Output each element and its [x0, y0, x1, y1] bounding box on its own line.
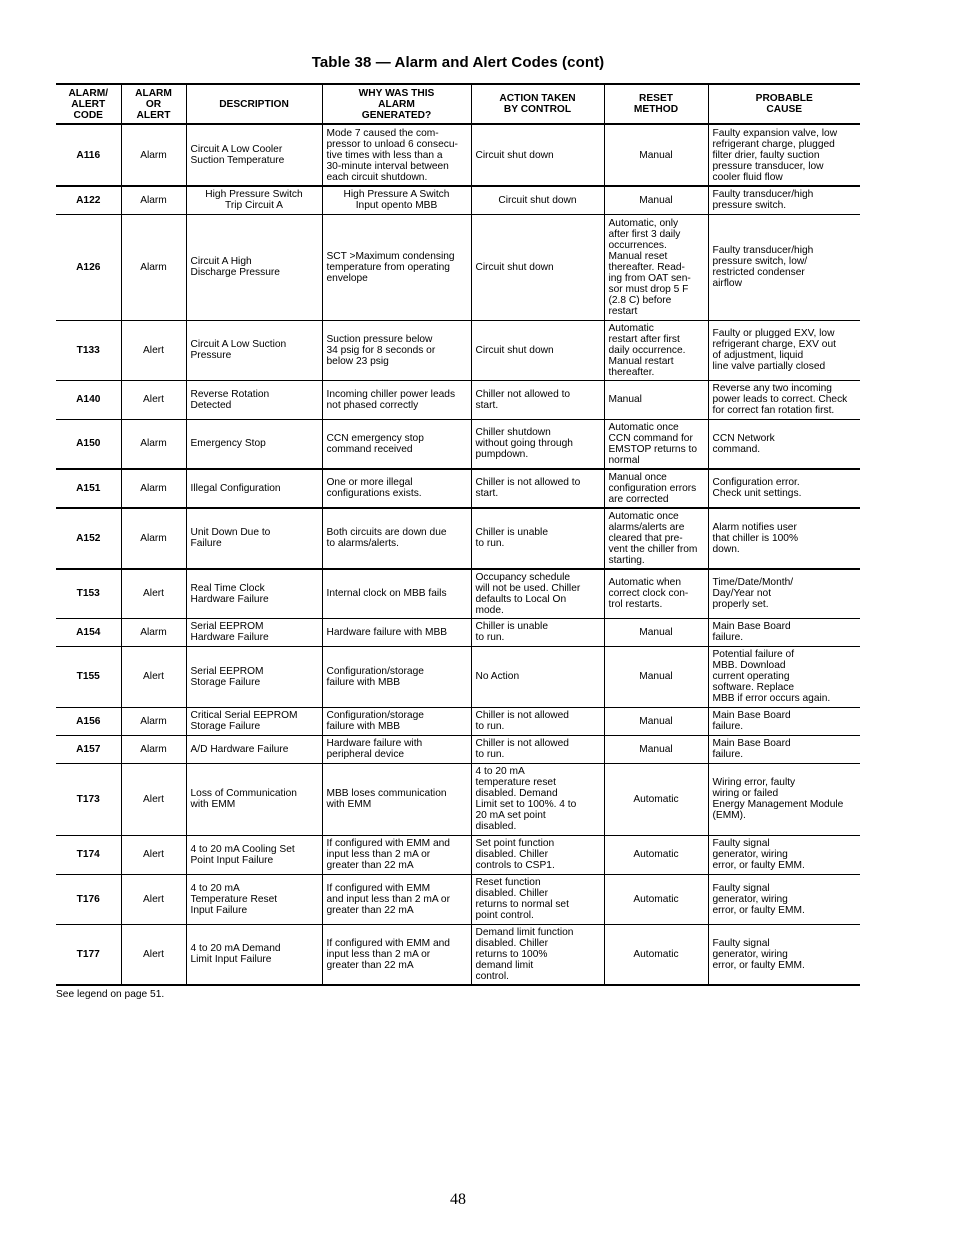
- cell-action: No Action: [471, 646, 604, 707]
- cell-code: T133: [56, 320, 121, 380]
- cell-reset: Automatic once CCN command for EMSTOP returns to normal: [604, 419, 708, 469]
- cell-why: Suction pressure below 34 psig for 8 seconds or below 23 psig: [322, 320, 471, 380]
- cell-type: Alarm: [121, 735, 186, 763]
- table-row: [56, 569, 860, 619]
- cell-reset: Manual: [604, 707, 708, 735]
- table-row: [56, 469, 860, 508]
- cell-code: T177: [56, 924, 121, 985]
- table-row: [56, 508, 860, 569]
- cell-code: T173: [56, 763, 121, 835]
- table-row: [56, 707, 860, 735]
- cell-code: A154: [56, 618, 121, 646]
- cell-why: Mode 7 caused the com- pressor to unload 6 consecu- tive times with less than a 30-minute interval between each circuit shutdown.: [322, 124, 471, 186]
- cell-action: 4 to 20 mA temperature reset disabled. Demand Limit set to 100%. 4 to 20 mA set point disabled.: [471, 763, 604, 835]
- cell-description: Emergency Stop: [186, 419, 322, 469]
- cell-why: Incoming chiller power leads not phased correctly: [322, 380, 471, 419]
- cell-code: T176: [56, 874, 121, 924]
- header-type: ALARM OR ALERT: [121, 84, 186, 124]
- cell-cause: Time/Date/Month/ Day/Year not properly set.: [708, 569, 860, 619]
- cell-why: Configuration/storage failure with MBB: [322, 646, 471, 707]
- cell-reset: Manual: [604, 186, 708, 214]
- cell-action: Chiller is unable to run.: [471, 618, 604, 646]
- cell-cause: Faulty signal generator, wiring error, or faulty EMM.: [708, 874, 860, 924]
- cell-cause: Main Base Board failure.: [708, 707, 860, 735]
- cell-description: Critical Serial EEPROM Storage Failure: [186, 707, 322, 735]
- table-row: [56, 419, 860, 469]
- cell-cause: CCN Network command.: [708, 419, 860, 469]
- cell-action: Chiller is not allowed to run.: [471, 735, 604, 763]
- cell-type: Alert: [121, 320, 186, 380]
- cell-code: T155: [56, 646, 121, 707]
- cell-why: CCN emergency stop command received: [322, 419, 471, 469]
- cell-description: Illegal Configuration: [186, 469, 322, 508]
- cell-action: Circuit shut down: [471, 320, 604, 380]
- cell-why: SCT >Maximum condensing temperature from operating envelope: [322, 214, 471, 320]
- cell-cause: Reverse any two incoming power leads to correct. Check for correct fan rotation first.: [708, 380, 860, 419]
- table-row: [56, 646, 860, 707]
- cell-description: Circuit A High Discharge Pressure: [186, 214, 322, 320]
- cell-type: Alarm: [121, 124, 186, 186]
- cell-action: Circuit shut down: [471, 186, 604, 214]
- cell-code: A156: [56, 707, 121, 735]
- cell-why: High Pressure A Switch Input opento MBB: [322, 186, 471, 214]
- cell-why: Hardware failure with MBB: [322, 618, 471, 646]
- cell-code: T174: [56, 835, 121, 874]
- cell-description: Serial EEPROM Hardware Failure: [186, 618, 322, 646]
- cell-cause: Alarm notifies user that chiller is 100% down.: [708, 508, 860, 569]
- cell-cause: Configuration error. Check unit settings.: [708, 469, 860, 508]
- table-row: [56, 186, 860, 214]
- cell-reset: Manual: [604, 735, 708, 763]
- table-row: [56, 835, 860, 874]
- cell-cause: Main Base Board failure.: [708, 618, 860, 646]
- cell-type: Alarm: [121, 186, 186, 214]
- cell-code: A157: [56, 735, 121, 763]
- table-row: [56, 618, 860, 646]
- cell-code: A151: [56, 469, 121, 508]
- cell-reset: Manual once configuration errors are corrected: [604, 469, 708, 508]
- cell-cause: Main Base Board failure.: [708, 735, 860, 763]
- cell-why: If configured with EMM and input less than 2 mA or greater than 22 mA: [322, 835, 471, 874]
- cell-action: Circuit shut down: [471, 214, 604, 320]
- cell-action: Chiller is unable to run.: [471, 508, 604, 569]
- cell-cause: Faulty expansion valve, low refrigerant charge, plugged filter drier, faulty suction pressure transducer, low cooler fluid flow: [708, 124, 860, 186]
- cell-type: Alert: [121, 380, 186, 419]
- cell-why: Hardware failure with peripheral device: [322, 735, 471, 763]
- cell-reset: Automatic once alarms/alerts are cleared that pre- vent the chiller from starting.: [604, 508, 708, 569]
- cell-action: Set point function disabled. Chiller controls to CSP1.: [471, 835, 604, 874]
- cell-cause: Faulty or plugged EXV, low refrigerant charge, EXV out of adjustment, liquid line valve partially closed: [708, 320, 860, 380]
- cell-why: Internal clock on MBB fails: [322, 569, 471, 619]
- header-reset: RESET METHOD: [604, 84, 708, 124]
- cell-why: Both circuits are down due to alarms/alerts.: [322, 508, 471, 569]
- cell-description: 4 to 20 mA Demand Limit Input Failure: [186, 924, 322, 985]
- cell-why: If configured with EMM and input less than 2 mA or greater than 22 mA: [322, 924, 471, 985]
- cell-description: 4 to 20 mA Temperature Reset Input Failure: [186, 874, 322, 924]
- header-action: ACTION TAKEN BY CONTROL: [471, 84, 604, 124]
- cell-action: Occupancy schedule will not be used. Chiller defaults to Local On mode.: [471, 569, 604, 619]
- cell-action: Reset function disabled. Chiller returns to normal set point control.: [471, 874, 604, 924]
- header-cause: PROBABLE CAUSE: [708, 84, 860, 124]
- table-header-row: [56, 84, 860, 124]
- cell-reset: Automatic: [604, 835, 708, 874]
- cell-action: Demand limit function disabled. Chiller returns to 100% demand limit control.: [471, 924, 604, 985]
- header-code: ALARM/ ALERT CODE: [56, 84, 121, 124]
- table-row: [56, 735, 860, 763]
- cell-reset: Automatic restart after first daily occurrence. Manual restart thereafter.: [604, 320, 708, 380]
- cell-description: 4 to 20 mA Cooling Set Point Input Failure: [186, 835, 322, 874]
- cell-code: A126: [56, 214, 121, 320]
- cell-why: One or more illegal configurations exists.: [322, 469, 471, 508]
- cell-cause: Potential failure of MBB. Download current operating software. Replace MBB if error occurs again.: [708, 646, 860, 707]
- cell-action: Chiller shutdown without going through pumpdown.: [471, 419, 604, 469]
- table-row: [56, 124, 860, 186]
- cell-cause: Faulty transducer/high pressure switch.: [708, 186, 860, 214]
- cell-reset: Automatic when correct clock con- trol restarts.: [604, 569, 708, 619]
- cell-cause: Faulty transducer/high pressure switch, low/ restricted condenser airflow: [708, 214, 860, 320]
- cell-type: Alert: [121, 569, 186, 619]
- cell-code: A116: [56, 124, 121, 186]
- cell-reset: Manual: [604, 124, 708, 186]
- cell-code: A140: [56, 380, 121, 419]
- cell-code: A150: [56, 419, 121, 469]
- table-row: [56, 320, 860, 380]
- table-title: Table 38 — Alarm and Alert Codes (cont): [311, 54, 605, 71]
- cell-code: A122: [56, 186, 121, 214]
- header-why: WHY WAS THIS ALARM GENERATED?: [322, 84, 471, 124]
- table-body: [56, 124, 860, 985]
- cell-type: Alarm: [121, 508, 186, 569]
- cell-description: Real Time Clock Hardware Failure: [186, 569, 322, 619]
- cell-cause: Wiring error, faulty wiring or failed Energy Management Module (EMM).: [708, 763, 860, 835]
- cell-type: Alert: [121, 763, 186, 835]
- cell-reset: Automatic: [604, 924, 708, 985]
- cell-type: Alarm: [121, 618, 186, 646]
- alarm-alert-codes-table: [56, 83, 860, 986]
- legend-note: See legend on page 51.: [56, 989, 165, 1000]
- cell-description: Serial EEPROM Storage Failure: [186, 646, 322, 707]
- cell-type: Alert: [121, 835, 186, 874]
- cell-description: Circuit A Low Suction Pressure: [186, 320, 322, 380]
- cell-type: Alert: [121, 924, 186, 985]
- cell-type: Alarm: [121, 419, 186, 469]
- cell-action: Chiller not allowed to start.: [471, 380, 604, 419]
- cell-description: Reverse Rotation Detected: [186, 380, 322, 419]
- cell-reset: Manual: [604, 646, 708, 707]
- cell-description: Unit Down Due to Failure: [186, 508, 322, 569]
- cell-code: T153: [56, 569, 121, 619]
- cell-action: Circuit shut down: [471, 124, 604, 186]
- table-row: [56, 924, 860, 985]
- cell-description: A/D Hardware Failure: [186, 735, 322, 763]
- cell-why: MBB loses communication with EMM: [322, 763, 471, 835]
- cell-why: If configured with EMM and input less than 2 mA or greater than 22 mA: [322, 874, 471, 924]
- table-row: [56, 874, 860, 924]
- cell-cause: Faulty signal generator, wiring error, or faulty EMM.: [708, 835, 860, 874]
- cell-type: Alarm: [121, 214, 186, 320]
- cell-description: High Pressure Switch Trip Circuit A: [186, 186, 322, 214]
- cell-description: Circuit A Low Cooler Suction Temperature: [186, 124, 322, 186]
- cell-type: Alarm: [121, 707, 186, 735]
- cell-action: Chiller is not allowed to run.: [471, 707, 604, 735]
- table-row: [56, 214, 860, 320]
- cell-reset: Manual: [604, 618, 708, 646]
- cell-type: Alarm: [121, 469, 186, 508]
- cell-cause: Faulty signal generator, wiring error, or faulty EMM.: [708, 924, 860, 985]
- page-number: 48: [450, 1191, 466, 1208]
- cell-why: Configuration/storage failure with MBB: [322, 707, 471, 735]
- cell-reset: Manual: [604, 380, 708, 419]
- cell-reset: Automatic, only after first 3 daily occurrences. Manual reset thereafter. Read- ing from OAT sen- sor must drop 5 F (2.8 C) before restart: [604, 214, 708, 320]
- table-row: [56, 763, 860, 835]
- cell-code: A152: [56, 508, 121, 569]
- cell-type: Alert: [121, 646, 186, 707]
- table-row: [56, 380, 860, 419]
- header-description: DESCRIPTION: [186, 84, 322, 124]
- cell-action: Chiller is not allowed to start.: [471, 469, 604, 508]
- cell-reset: Automatic: [604, 874, 708, 924]
- cell-description: Loss of Communication with EMM: [186, 763, 322, 835]
- cell-reset: Automatic: [604, 763, 708, 835]
- cell-type: Alert: [121, 874, 186, 924]
